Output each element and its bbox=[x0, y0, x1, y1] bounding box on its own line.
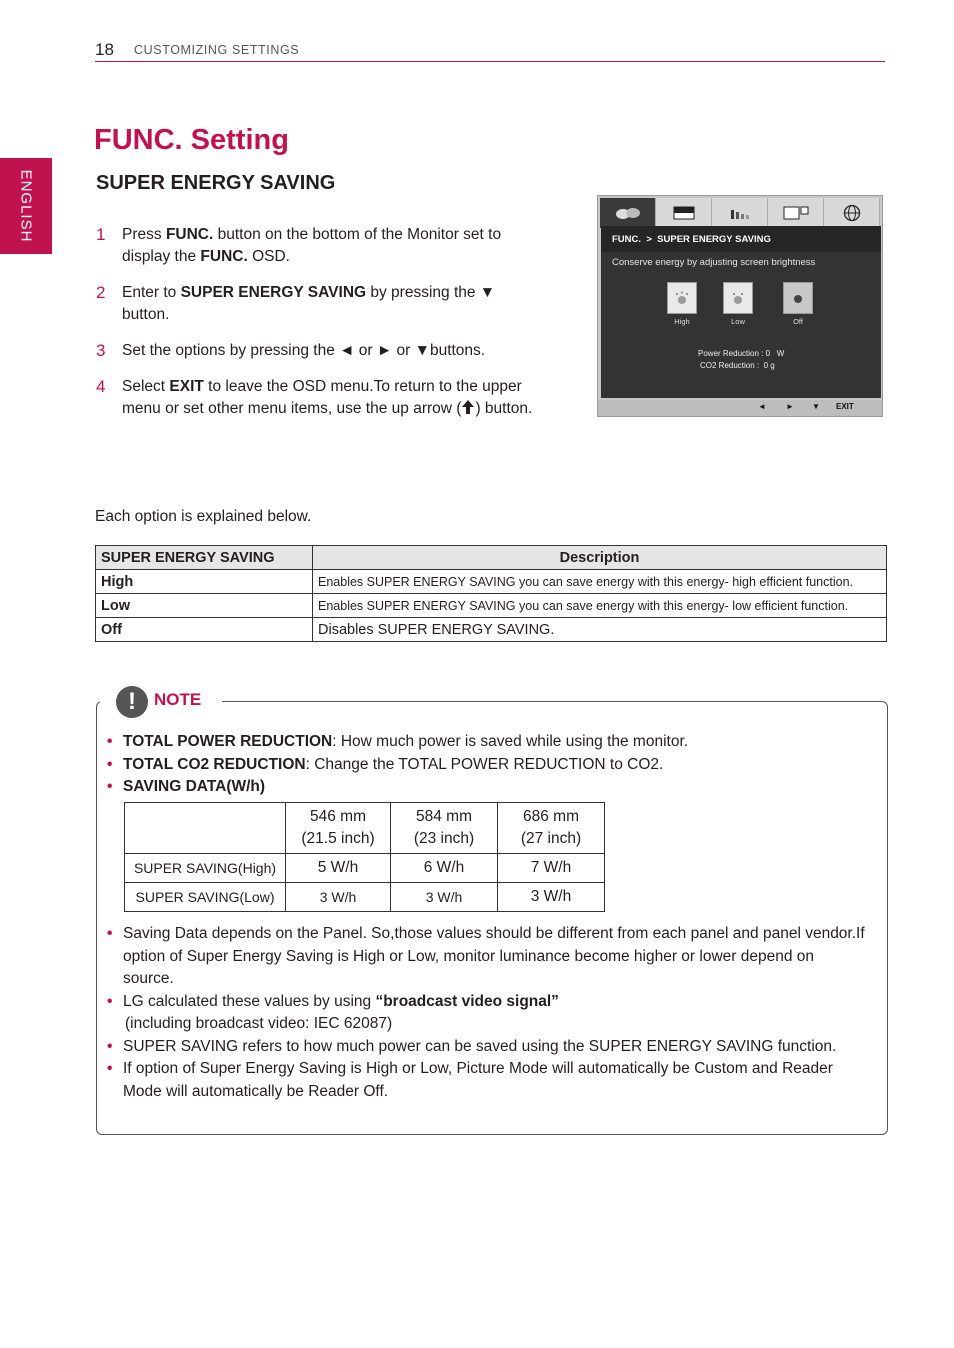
header-rule bbox=[95, 61, 885, 62]
table-cell: 3 W/h bbox=[498, 883, 605, 912]
bullet-icon: • bbox=[107, 1060, 113, 1077]
osd-exit-button[interactable]: EXIT bbox=[836, 402, 854, 411]
explain-text: Each option is explained below. bbox=[95, 508, 312, 525]
table-header-row bbox=[96, 546, 887, 570]
up-arrow-icon bbox=[461, 399, 475, 415]
osd-power-label: Power Reduction : bbox=[698, 349, 764, 358]
language-tab-label: ENGLISH bbox=[17, 169, 35, 243]
header-size-inch: (21.5 inch) bbox=[301, 830, 375, 847]
table-cell-key: High bbox=[96, 570, 313, 594]
bullet-key: SAVING DATA(W/h) bbox=[123, 778, 266, 795]
table-header: Description bbox=[313, 546, 887, 570]
section-subtitle: SUPER ENERGY SAVING bbox=[96, 172, 336, 194]
table-cell: 6 W/h bbox=[391, 854, 498, 883]
osd-screenshot bbox=[597, 195, 883, 417]
language-tab bbox=[0, 158, 52, 254]
bullet-icon: • bbox=[107, 733, 113, 750]
step-text: button on the bottom of the Monitor set to display the bbox=[122, 226, 502, 265]
header-size-mm: 686 mm bbox=[523, 808, 579, 825]
step-text: ) button. bbox=[475, 400, 533, 417]
osd-language-icon bbox=[824, 198, 880, 228]
step-3 bbox=[96, 340, 536, 362]
table-cell: 5 W/h bbox=[286, 854, 391, 883]
osd-down-button[interactable]: ▼ bbox=[812, 402, 820, 411]
steps-list bbox=[96, 224, 536, 434]
header-size-mm: 584 mm bbox=[416, 808, 472, 825]
table-cell-key: Off bbox=[96, 618, 313, 642]
step-number: 2 bbox=[96, 283, 106, 302]
osd-description: Conserve energy by adjusting screen brightness bbox=[612, 257, 816, 268]
bullet-text: : Change the TOTAL POWER REDUCTION to CO2. bbox=[305, 755, 664, 773]
bullet-icon: • bbox=[107, 755, 113, 773]
table-header bbox=[286, 803, 391, 854]
osd-display-icon bbox=[768, 198, 824, 228]
osd-option-low[interactable] bbox=[723, 282, 753, 314]
step-text: OSD. bbox=[247, 248, 290, 265]
step-text: Set the options by pressing the ◄ or ► or ▼buttons. bbox=[122, 342, 486, 359]
table-corner-cell bbox=[125, 803, 286, 854]
osd-breadcrumb-leaf: SUPER ENERGY SAVING bbox=[657, 234, 771, 245]
table-cell: Enables SUPER ENERGY SAVING you can save energy with this energy- low efficient function. bbox=[313, 594, 887, 618]
header-size-mm: 546 mm bbox=[310, 808, 366, 825]
section-title: CUSTOMIZING SETTINGS bbox=[134, 43, 300, 57]
osd-power-unit: W bbox=[776, 349, 785, 358]
osd-co2-reduction bbox=[700, 361, 775, 370]
osd-right-button[interactable]: ► bbox=[786, 402, 794, 411]
list-item bbox=[107, 776, 867, 799]
osd-option-off[interactable] bbox=[783, 282, 813, 314]
osd-breadcrumb bbox=[612, 234, 771, 245]
bullet-key: TOTAL CO2 REDUCTION bbox=[123, 755, 306, 773]
osd-power-reduction bbox=[698, 349, 784, 358]
step-text: Press bbox=[122, 226, 166, 243]
osd-screen bbox=[601, 226, 881, 398]
table-header: SUPER ENERGY SAVING bbox=[96, 546, 313, 570]
table-row bbox=[125, 883, 605, 912]
page-number: 18 bbox=[95, 40, 114, 59]
bullet-text: Saving Data depends on the Panel. So,those values should be different from each panel and panel vendor.If option of Super Energy Saving is High or Low, monitor luminance become higher or lower depend on source. bbox=[123, 925, 865, 987]
table-cell: 7 W/h bbox=[498, 854, 605, 883]
osd-co2-value: 0 bbox=[763, 361, 769, 370]
bullet-text: : How much power is saved while using the monitor. bbox=[332, 733, 689, 750]
osd-left-button[interactable]: ◄ bbox=[758, 402, 766, 411]
table-row bbox=[96, 594, 887, 618]
list-item bbox=[107, 754, 867, 777]
osd-func-icon bbox=[600, 198, 656, 228]
list-item bbox=[107, 991, 867, 1036]
osd-color-icon bbox=[712, 198, 768, 228]
table-cell: Enables SUPER ENERGY SAVING you can save energy with this energy- high efficient function. bbox=[313, 570, 887, 594]
exclamation-icon bbox=[116, 686, 148, 718]
bullet-icon: • bbox=[107, 925, 113, 942]
osd-option-label: High bbox=[674, 317, 690, 326]
step-1 bbox=[96, 224, 536, 268]
step-text: Enter to bbox=[122, 284, 181, 301]
step-bold: EXIT bbox=[169, 378, 204, 395]
exclamation-glyph: ! bbox=[128, 688, 136, 715]
bullet-key: TOTAL POWER REDUCTION bbox=[123, 733, 333, 750]
osd-breadcrumb-sep: > bbox=[646, 234, 652, 245]
bullet-icon: • bbox=[107, 778, 113, 795]
step-2 bbox=[96, 282, 536, 326]
step-4 bbox=[96, 376, 536, 420]
osd-nav-bar bbox=[598, 400, 882, 416]
step-bold: FUNC. bbox=[200, 248, 248, 265]
table-row bbox=[96, 618, 887, 642]
step-number: 1 bbox=[96, 225, 106, 244]
table-header bbox=[391, 803, 498, 854]
bullet-icon: • bbox=[107, 992, 113, 1010]
table-cell: 3 W/h bbox=[286, 883, 391, 912]
bullet-text: (including broadcast video: IEC 62087) bbox=[125, 1015, 393, 1032]
note-bullets-bottom bbox=[107, 923, 867, 1103]
osd-co2-unit: g bbox=[770, 361, 775, 370]
osd-option-label: Low bbox=[731, 317, 745, 326]
step-text: by pressing the ▼ button. bbox=[122, 284, 496, 323]
page-title: FUNC. Setting bbox=[94, 124, 289, 156]
step-text: Select bbox=[122, 378, 170, 395]
options-table bbox=[95, 545, 887, 642]
osd-breadcrumb-root: FUNC. bbox=[612, 234, 642, 245]
step-number: 4 bbox=[96, 377, 106, 396]
table-row-label: SUPER SAVING(High) bbox=[125, 854, 286, 883]
table-row bbox=[96, 570, 887, 594]
table-header bbox=[498, 803, 605, 854]
osd-picture-icon bbox=[656, 198, 712, 228]
osd-co2-label: CO2 Reduction : bbox=[700, 361, 760, 370]
note-label: NOTE bbox=[154, 690, 202, 709]
list-item bbox=[107, 731, 867, 754]
bullet-icon: • bbox=[107, 1037, 113, 1055]
header-size-inch: (23 inch) bbox=[413, 830, 475, 847]
osd-power-value: 0 bbox=[765, 349, 771, 358]
bullet-text: LG calculated these values by using bbox=[123, 992, 376, 1010]
note-bullets-top bbox=[107, 731, 867, 799]
list-item bbox=[107, 1058, 867, 1103]
table-cell: 3 W/h bbox=[391, 883, 498, 912]
saving-data-table bbox=[124, 802, 605, 912]
bullet-text: If option of Super Energy Saving is High or Low, Picture Mode will automatically be Custom and Reader Mode will automatically be Reader Off. bbox=[123, 1060, 833, 1100]
step-bold: SUPER ENERGY SAVING bbox=[180, 284, 367, 301]
osd-option-high[interactable] bbox=[667, 282, 697, 314]
step-text: to leave the OSD menu.To return to the upper menu or set other menu items, use the up arrow ( bbox=[122, 378, 522, 417]
table-cell: Disables SUPER ENERGY SAVING. bbox=[313, 618, 887, 642]
header-size-inch: (27 inch) bbox=[520, 830, 582, 847]
osd-menu-icons bbox=[600, 198, 880, 228]
table-cell-key: Low bbox=[96, 594, 313, 618]
bullet-text: SUPER SAVING refers to how much power can be saved using the SUPER ENERGY SAVING function. bbox=[123, 1037, 837, 1055]
table-row bbox=[125, 854, 605, 883]
bullet-key: “broadcast video signal” bbox=[375, 992, 559, 1010]
step-number: 3 bbox=[96, 341, 106, 360]
table-header-row bbox=[125, 803, 605, 854]
step-bold: FUNC. bbox=[165, 226, 214, 243]
osd-option-label: Off bbox=[793, 317, 803, 326]
table-row-label: SUPER SAVING(Low) bbox=[125, 883, 286, 912]
list-item bbox=[107, 923, 867, 991]
list-item bbox=[107, 1036, 867, 1059]
